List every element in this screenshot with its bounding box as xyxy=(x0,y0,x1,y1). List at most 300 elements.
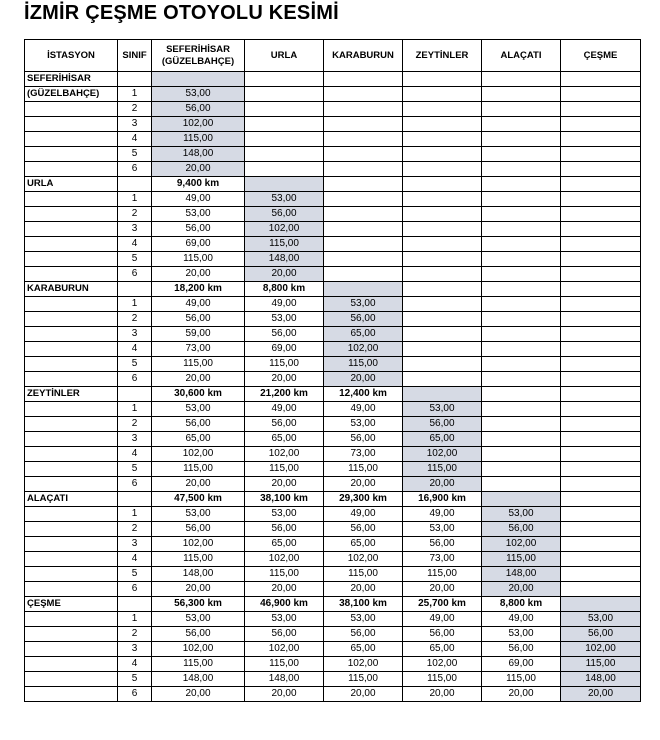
fee-cell: 56,00 xyxy=(152,522,245,537)
fee-cell: 53,00 xyxy=(245,312,324,327)
fee-cell: 148,00 xyxy=(152,147,245,162)
station-row xyxy=(25,72,641,87)
fee-cell: 56,00 xyxy=(245,327,324,342)
header-cesme: ÇEŞME xyxy=(561,40,641,72)
fee-cell xyxy=(482,342,561,357)
fee-cell: 16,900 km xyxy=(403,492,482,507)
fee-cell: 20,00 xyxy=(152,267,245,282)
fee-cell xyxy=(403,372,482,387)
table-row xyxy=(25,117,641,132)
station-cell: (GÜZELBAHÇE) xyxy=(25,87,118,102)
class-cell: 1 xyxy=(118,612,152,627)
station-cell: ÇEŞME xyxy=(25,597,118,612)
table-row xyxy=(25,132,641,147)
fee-cell xyxy=(152,72,245,87)
table-row xyxy=(25,657,641,672)
class-cell: 4 xyxy=(118,342,152,357)
fee-cell xyxy=(245,162,324,177)
fee-cell: 115,00 xyxy=(561,657,641,672)
class-cell: 5 xyxy=(118,252,152,267)
fee-cell: 115,00 xyxy=(245,657,324,672)
table-row xyxy=(25,192,641,207)
station-cell xyxy=(25,507,118,522)
station-cell xyxy=(25,267,118,282)
fee-cell: 115,00 xyxy=(482,552,561,567)
table-row xyxy=(25,402,641,417)
fee-cell: 20,00 xyxy=(152,477,245,492)
fee-cell xyxy=(482,147,561,162)
fee-cell: 56,300 km xyxy=(152,597,245,612)
fee-cell: 56,00 xyxy=(403,627,482,642)
fee-cell: 115,00 xyxy=(324,462,403,477)
class-cell: 2 xyxy=(118,312,152,327)
fee-cell: 49,00 xyxy=(403,507,482,522)
station-cell xyxy=(25,342,118,357)
fee-cell xyxy=(245,72,324,87)
fee-cell xyxy=(561,282,641,297)
fee-cell: 8,800 km xyxy=(245,282,324,297)
fee-cell: 102,00 xyxy=(324,342,403,357)
fee-cell: 148,00 xyxy=(152,567,245,582)
table-row xyxy=(25,312,641,327)
fee-cell: 65,00 xyxy=(403,642,482,657)
fee-cell: 102,00 xyxy=(245,447,324,462)
class-cell xyxy=(118,387,152,402)
fee-cell xyxy=(482,192,561,207)
fee-cell: 49,00 xyxy=(324,402,403,417)
fee-cell xyxy=(245,177,324,192)
fee-cell: 20,00 xyxy=(324,582,403,597)
fee-cell: 56,00 xyxy=(245,627,324,642)
fee-cell xyxy=(403,267,482,282)
fee-cell: 53,00 xyxy=(561,612,641,627)
class-cell: 6 xyxy=(118,582,152,597)
station-cell xyxy=(25,102,118,117)
fee-cell xyxy=(561,87,641,102)
fee-cell xyxy=(561,387,641,402)
fee-cell xyxy=(561,147,641,162)
fee-cell: 53,00 xyxy=(245,507,324,522)
table-row xyxy=(25,417,641,432)
table-row xyxy=(25,237,641,252)
fee-cell xyxy=(561,72,641,87)
fee-cell: 20,00 xyxy=(245,582,324,597)
fee-cell: 47,500 km xyxy=(152,492,245,507)
class-cell: 6 xyxy=(118,687,152,702)
fee-cell xyxy=(245,87,324,102)
fee-cell xyxy=(482,312,561,327)
table-row xyxy=(25,537,641,552)
fee-cell xyxy=(482,177,561,192)
station-cell xyxy=(25,432,118,447)
class-cell: 3 xyxy=(118,642,152,657)
station-cell xyxy=(25,147,118,162)
fee-cell: 59,00 xyxy=(152,327,245,342)
station-cell xyxy=(25,132,118,147)
station-cell xyxy=(25,522,118,537)
fee-cell: 20,00 xyxy=(561,687,641,702)
fee-cell xyxy=(403,237,482,252)
class-cell xyxy=(118,597,152,612)
class-cell: 1 xyxy=(118,507,152,522)
fee-cell xyxy=(561,207,641,222)
fee-cell: 115,00 xyxy=(403,672,482,687)
fee-cell xyxy=(324,117,403,132)
fee-cell xyxy=(482,492,561,507)
class-cell: 2 xyxy=(118,207,152,222)
fee-cell: 53,00 xyxy=(482,627,561,642)
fee-cell: 56,00 xyxy=(245,522,324,537)
fee-cell: 56,00 xyxy=(403,417,482,432)
table-row xyxy=(25,162,641,177)
header-zeytinler: ZEYTİNLER xyxy=(403,40,482,72)
fee-cell xyxy=(561,372,641,387)
class-cell xyxy=(118,177,152,192)
fee-cell xyxy=(561,402,641,417)
class-cell: 2 xyxy=(118,102,152,117)
fee-cell: 49,00 xyxy=(324,507,403,522)
fee-cell: 148,00 xyxy=(152,672,245,687)
fee-cell: 115,00 xyxy=(245,462,324,477)
fee-cell: 69,00 xyxy=(245,342,324,357)
header-alacati: ALAÇATI xyxy=(482,40,561,72)
fee-cell xyxy=(561,222,641,237)
table-row xyxy=(25,462,641,477)
fee-cell: 56,00 xyxy=(152,222,245,237)
class-cell: 5 xyxy=(118,567,152,582)
table-row xyxy=(25,87,641,102)
fee-cell: 115,00 xyxy=(152,357,245,372)
fee-cell xyxy=(482,417,561,432)
fee-cell: 56,00 xyxy=(324,432,403,447)
fee-cell: 56,00 xyxy=(152,312,245,327)
fee-cell xyxy=(403,297,482,312)
fee-cell xyxy=(561,237,641,252)
fee-cell: 115,00 xyxy=(152,657,245,672)
fee-cell xyxy=(482,432,561,447)
fee-cell xyxy=(403,72,482,87)
fee-cell xyxy=(482,102,561,117)
class-cell: 3 xyxy=(118,432,152,447)
fee-cell: 115,00 xyxy=(152,252,245,267)
fee-cell xyxy=(324,252,403,267)
class-cell: 4 xyxy=(118,657,152,672)
station-cell xyxy=(25,402,118,417)
fee-cell: 56,00 xyxy=(152,417,245,432)
fee-cell xyxy=(403,192,482,207)
fee-cell xyxy=(482,282,561,297)
station-cell xyxy=(25,462,118,477)
fee-cell: 102,00 xyxy=(152,447,245,462)
fee-cell: 53,00 xyxy=(482,507,561,522)
header-urla: URLA xyxy=(245,40,324,72)
fee-cell: 115,00 xyxy=(324,357,403,372)
fee-cell xyxy=(403,387,482,402)
class-cell: 4 xyxy=(118,447,152,462)
fee-cell xyxy=(482,162,561,177)
class-cell: 2 xyxy=(118,627,152,642)
fee-cell: 73,00 xyxy=(152,342,245,357)
fee-cell xyxy=(561,447,641,462)
station-cell xyxy=(25,372,118,387)
fee-cell: 115,00 xyxy=(152,462,245,477)
fee-cell xyxy=(324,162,403,177)
fee-cell xyxy=(561,267,641,282)
table-row xyxy=(25,267,641,282)
fee-cell: 56,00 xyxy=(245,207,324,222)
fee-cell: 49,00 xyxy=(482,612,561,627)
fee-cell: 53,00 xyxy=(324,297,403,312)
fee-cell xyxy=(561,117,641,132)
station-cell xyxy=(25,327,118,342)
station-cell: SEFERİHİSAR xyxy=(25,72,118,87)
class-cell: 6 xyxy=(118,162,152,177)
fee-cell xyxy=(403,282,482,297)
fee-cell: 21,200 km xyxy=(245,387,324,402)
fee-cell: 53,00 xyxy=(324,417,403,432)
fee-cell: 102,00 xyxy=(152,537,245,552)
fee-cell: 20,00 xyxy=(403,477,482,492)
fee-cell xyxy=(482,252,561,267)
fee-cell xyxy=(482,447,561,462)
class-cell xyxy=(118,492,152,507)
class-cell: 6 xyxy=(118,477,152,492)
station-cell xyxy=(25,477,118,492)
fee-cell: 20,00 xyxy=(482,582,561,597)
class-cell: 5 xyxy=(118,147,152,162)
fee-cell: 53,00 xyxy=(152,507,245,522)
fee-cell: 49,00 xyxy=(245,297,324,312)
class-cell: 1 xyxy=(118,192,152,207)
fee-cell: 20,00 xyxy=(403,687,482,702)
station-cell xyxy=(25,537,118,552)
station-cell xyxy=(25,237,118,252)
fee-cell xyxy=(561,357,641,372)
table-row xyxy=(25,687,641,702)
fee-cell xyxy=(561,312,641,327)
station-cell xyxy=(25,312,118,327)
fee-cell: 115,00 xyxy=(482,672,561,687)
fee-cell xyxy=(482,222,561,237)
class-cell: 6 xyxy=(118,372,152,387)
fee-cell: 20,00 xyxy=(152,582,245,597)
class-cell: 3 xyxy=(118,537,152,552)
fee-cell xyxy=(561,432,641,447)
header-station: İSTASYON xyxy=(25,40,118,72)
fee-cell: 73,00 xyxy=(324,447,403,462)
fee-cell xyxy=(561,297,641,312)
station-cell xyxy=(25,642,118,657)
fee-cell xyxy=(561,102,641,117)
fee-cell: 102,00 xyxy=(152,117,245,132)
table-row xyxy=(25,507,641,522)
fee-cell xyxy=(482,357,561,372)
fee-cell xyxy=(561,162,641,177)
fee-cell: 20,00 xyxy=(245,477,324,492)
fee-cell: 8,800 km xyxy=(482,597,561,612)
class-cell: 4 xyxy=(118,237,152,252)
fee-cell xyxy=(403,207,482,222)
fee-cell xyxy=(561,462,641,477)
fee-cell xyxy=(482,87,561,102)
fee-cell: 65,00 xyxy=(245,537,324,552)
fee-cell: 56,00 xyxy=(482,642,561,657)
fee-cell xyxy=(324,177,403,192)
fee-cell: 148,00 xyxy=(245,252,324,267)
fee-cell: 69,00 xyxy=(482,657,561,672)
fee-cell xyxy=(324,72,403,87)
station-cell xyxy=(25,252,118,267)
fee-cell xyxy=(403,312,482,327)
fee-cell: 12,400 km xyxy=(324,387,403,402)
fee-cell xyxy=(403,87,482,102)
fee-cell xyxy=(561,507,641,522)
class-cell: 3 xyxy=(118,222,152,237)
fee-cell: 30,600 km xyxy=(152,387,245,402)
station-row xyxy=(25,597,641,612)
table-row xyxy=(25,297,641,312)
fee-cell: 56,00 xyxy=(245,417,324,432)
fee-cell xyxy=(245,132,324,147)
fee-cell xyxy=(403,117,482,132)
fee-cell xyxy=(561,177,641,192)
fee-cell xyxy=(561,477,641,492)
fee-cell: 53,00 xyxy=(152,87,245,102)
fee-cell xyxy=(403,177,482,192)
fee-cell xyxy=(245,147,324,162)
fee-cell xyxy=(403,222,482,237)
fee-cell: 20,00 xyxy=(403,582,482,597)
fee-cell xyxy=(324,237,403,252)
fee-cell xyxy=(482,387,561,402)
fee-cell: 102,00 xyxy=(403,657,482,672)
fee-cell: 49,00 xyxy=(152,297,245,312)
fee-cell: 56,00 xyxy=(324,312,403,327)
fee-cell xyxy=(403,147,482,162)
table-row xyxy=(25,147,641,162)
fee-cell: 20,00 xyxy=(482,687,561,702)
station-cell xyxy=(25,357,118,372)
fee-cell: 53,00 xyxy=(245,192,324,207)
fee-cell: 18,200 km xyxy=(152,282,245,297)
fee-cell xyxy=(482,72,561,87)
station-cell xyxy=(25,567,118,582)
fee-cell xyxy=(403,357,482,372)
fee-cell xyxy=(324,222,403,237)
station-cell xyxy=(25,627,118,642)
fee-cell: 65,00 xyxy=(324,327,403,342)
fee-cell: 102,00 xyxy=(324,657,403,672)
table-row xyxy=(25,357,641,372)
fee-cell: 115,00 xyxy=(324,672,403,687)
header-row xyxy=(25,40,641,72)
table-row xyxy=(25,477,641,492)
fee-cell: 53,00 xyxy=(152,207,245,222)
station-cell xyxy=(25,192,118,207)
class-cell: 3 xyxy=(118,117,152,132)
fee-cell xyxy=(403,342,482,357)
class-cell: 2 xyxy=(118,522,152,537)
fee-cell: 115,00 xyxy=(403,462,482,477)
class-cell: 6 xyxy=(118,267,152,282)
fee-cell: 65,00 xyxy=(152,432,245,447)
fee-cell xyxy=(482,297,561,312)
station-cell xyxy=(25,657,118,672)
fee-cell: 115,00 xyxy=(245,237,324,252)
header-karaburun: KARABURUN xyxy=(324,40,403,72)
station-cell xyxy=(25,612,118,627)
fee-cell xyxy=(561,492,641,507)
fee-cell: 20,00 xyxy=(324,687,403,702)
station-cell: ALAÇATI xyxy=(25,492,118,507)
fee-cell: 53,00 xyxy=(152,612,245,627)
fee-cell xyxy=(324,87,403,102)
fee-cell xyxy=(561,597,641,612)
station-cell xyxy=(25,297,118,312)
fee-cell: 102,00 xyxy=(403,447,482,462)
fee-cell: 20,00 xyxy=(245,267,324,282)
fee-cell xyxy=(245,117,324,132)
fee-cell: 56,00 xyxy=(152,102,245,117)
fee-cell: 102,00 xyxy=(561,642,641,657)
fee-cell xyxy=(561,342,641,357)
table-row xyxy=(25,582,641,597)
fee-cell: 115,00 xyxy=(403,567,482,582)
fee-cell: 53,00 xyxy=(152,402,245,417)
fee-cell: 38,100 km xyxy=(245,492,324,507)
fee-cell: 53,00 xyxy=(245,612,324,627)
fee-cell: 20,00 xyxy=(245,687,324,702)
station-cell xyxy=(25,687,118,702)
fee-cell xyxy=(324,267,403,282)
fee-cell xyxy=(482,327,561,342)
fee-cell xyxy=(403,102,482,117)
fee-cell xyxy=(482,462,561,477)
header-class: SINIF xyxy=(118,40,152,72)
fee-cell: 65,00 xyxy=(324,642,403,657)
table-row xyxy=(25,522,641,537)
station-row xyxy=(25,492,641,507)
fee-cell: 56,00 xyxy=(482,522,561,537)
fee-cell: 115,00 xyxy=(324,567,403,582)
fee-cell: 65,00 xyxy=(245,432,324,447)
class-cell: 5 xyxy=(118,462,152,477)
station-cell xyxy=(25,207,118,222)
station-cell: ZEYTİNLER xyxy=(25,387,118,402)
fee-cell: 56,00 xyxy=(152,627,245,642)
fee-cell: 20,00 xyxy=(152,687,245,702)
class-cell: 1 xyxy=(118,87,152,102)
fee-cell xyxy=(482,237,561,252)
class-cell: 4 xyxy=(118,132,152,147)
fee-cell: 56,00 xyxy=(324,627,403,642)
fee-cell: 65,00 xyxy=(324,537,403,552)
toll-table xyxy=(24,39,641,702)
fee-cell: 56,00 xyxy=(324,522,403,537)
table-row xyxy=(25,627,641,642)
fee-cell: 38,100 km xyxy=(324,597,403,612)
class-cell: 2 xyxy=(118,417,152,432)
fee-cell: 20,00 xyxy=(152,372,245,387)
fee-cell: 102,00 xyxy=(245,552,324,567)
fee-cell xyxy=(482,132,561,147)
fee-cell xyxy=(403,162,482,177)
station-cell xyxy=(25,162,118,177)
fee-cell xyxy=(324,132,403,147)
fee-cell xyxy=(561,417,641,432)
table-row xyxy=(25,102,641,117)
class-cell: 4 xyxy=(118,552,152,567)
